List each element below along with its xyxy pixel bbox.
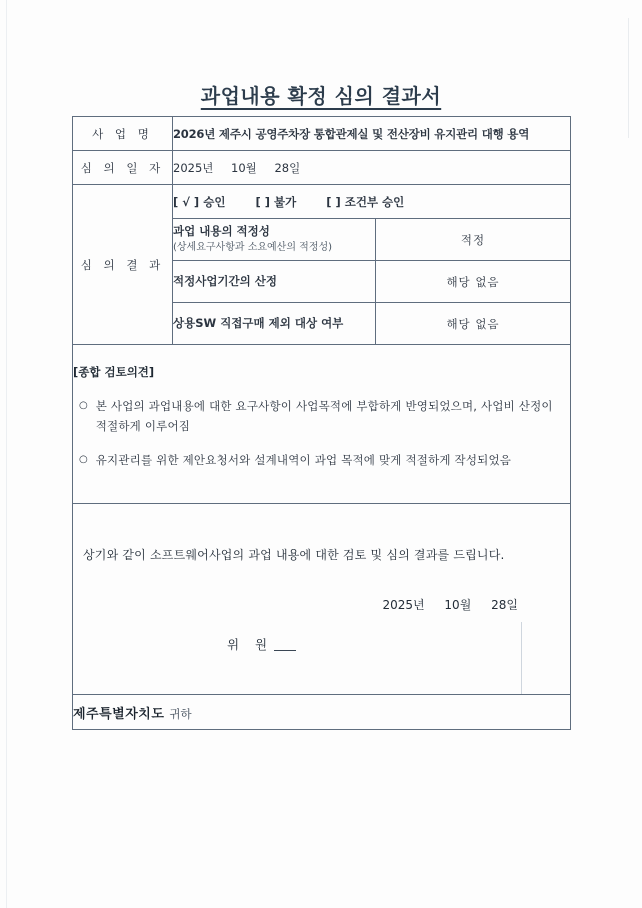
checkbox-conditional[interactable]: [ ] [326,194,341,209]
criterion-name-0 [173,219,376,261]
checkbox-approve[interactable]: [ √ ] [173,194,200,209]
criterion-verdict-1: 해당 없음 [376,261,571,303]
decision-option-conditional[interactable] [326,195,404,209]
table-row-review-date [73,151,571,185]
review-date-value [173,151,571,185]
checkbox-reject[interactable]: [ ] [255,194,270,209]
footer-suffix: 귀하 [169,706,192,721]
footer-section [73,695,571,730]
opinion-list-item [73,450,570,470]
closing-date-year: 2025년 [382,598,425,613]
page-title: 과업내용 확정 심의 결과서 [200,84,442,108]
table-row-footer [73,695,571,730]
decision-checkbox-group [173,185,571,219]
decision-option-reject-label: 불가 [273,194,297,209]
scan-artifact-left [6,0,7,908]
criterion-note-0: (상세요구사항과 소요예산의 적정성) [173,242,333,253]
decision-option-reject[interactable] [255,195,296,209]
review-date-label: 심 의 일 자 [73,151,173,185]
project-name-value: 2026년 제주시 공영주차장 통합관제실 및 전산장비 유지관리 대행 용역 [173,117,571,151]
table-row-opinion [73,345,571,504]
review-result-label: 심 의 결 과 [73,185,173,345]
criterion-title-2: 상용SW 직접구매 제외 대상 여부 [173,315,344,330]
review-result-table [72,116,571,730]
opinion-list-item [73,396,570,436]
decision-option-approve[interactable] [173,195,225,209]
signature-line [73,635,570,653]
criterion-name-2 [173,303,376,345]
signature-rule [274,650,296,651]
scan-artifact-right [628,18,629,138]
criterion-name-1 [173,261,376,303]
closing-statement: 상기와 같이 소프트웨어사업의 과업 내용에 대한 검토 및 심의 결과를 드립니다. [83,547,505,562]
bullet-circle-icon: ○ [79,454,88,466]
criterion-verdict-2: 해당 없음 [376,303,571,345]
bullet-circle-icon: ○ [79,399,88,411]
footer-organization: 제주특별자치도 [73,706,165,722]
criterion-verdict-0: 적정 [376,219,571,261]
table-row-project [73,117,571,151]
table-row-closing [73,504,571,695]
closing-date-month: 10월 [444,598,472,613]
scan-artifact-signature [521,622,522,694]
table-row-decision [73,185,571,219]
closing-section [73,504,571,695]
opinion-item-text-0: 본 사업의 과업내용에 대한 요구사항이 사업목적에 부합하게 반영되었으며, 사업비 산정이 적절하게 이루어짐 [95,398,553,433]
closing-date-day: 28일 [491,598,518,613]
overall-opinion-section [73,345,571,504]
project-name-label: 사 업 명 [73,117,173,151]
criterion-title-1: 적정사업기간의 산정 [173,273,277,288]
opinion-item-text-1: 유지관리를 위한 제안요청서와 설계내역이 과업 목적에 맞게 적절하게 작성되었음 [95,453,512,468]
review-date-month: 10월 [231,160,257,175]
opinion-heading: [종합 검토의견] [73,364,155,379]
decision-option-conditional-label: 조건부 승인 [344,194,405,209]
review-date-day: 28일 [274,160,301,175]
decision-option-approve-label: 승인 [203,194,226,209]
signer-label: 위 원 [226,637,274,653]
review-date-year: 2025년 [173,160,214,175]
closing-date [73,596,570,613]
criterion-title-0: 과업 내용의 적정성 [173,224,270,239]
